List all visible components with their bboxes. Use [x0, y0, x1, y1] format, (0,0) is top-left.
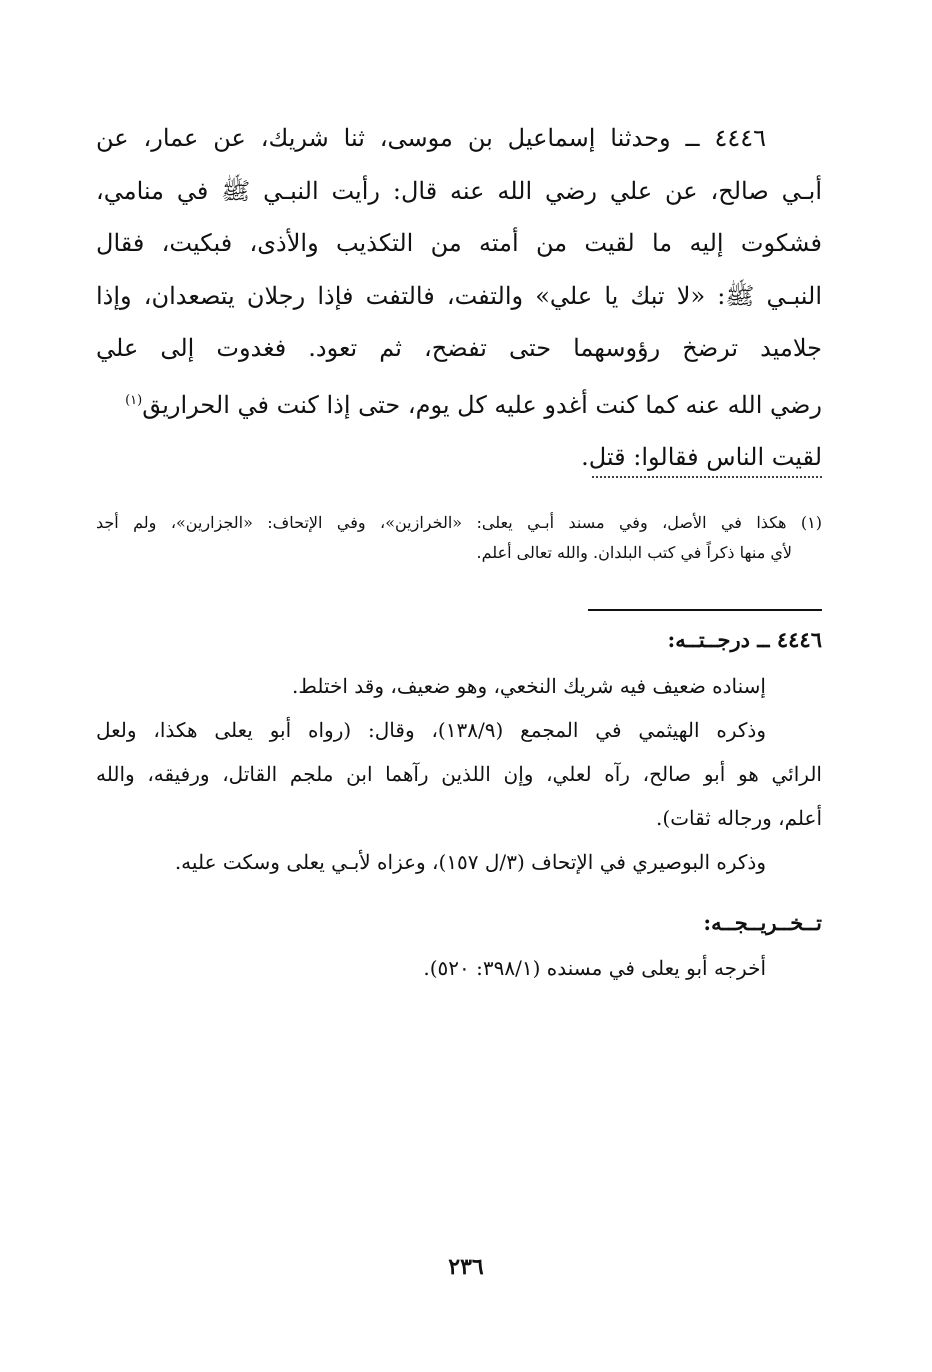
grading-line-3: الرائي هو أبو صالح، رآه لعلي، وإن اللذين رآهما ابن ملجم القاتل، ورفيقه، والله: [96, 762, 822, 786]
grading-text: [96, 664, 822, 884]
takhrij-heading: تــخــريــجــه:: [703, 910, 822, 935]
footnote-line-1: (١) هكذا في الأصل، وفي مسند أبـي يعلى: «الخرازين»، وفي الإتحاف: «الجزارين»، ولم أجد: [96, 513, 822, 532]
grading-line-4: أعلم، ورجاله ثقات).: [656, 806, 822, 830]
hadith-line-2: أبـي صالح، عن علي رضي الله عنه قال: رأيت النبـي ﷺ في منامي،: [96, 176, 822, 205]
hadith-line-5: جلاميد ترضخ رؤوسهما حتى تفضح، ثم تعود. فغدوت إلى علي: [96, 334, 822, 362]
footnote-marker: (١): [125, 392, 143, 408]
footnote-line-2: لأي منها ذكراً في كتب البلدان. والله تعالى أعلم.: [476, 543, 792, 562]
grading-line-5: وذكره البوصيري في الإتحاف (٣/ل ١٥٧)، وعزاه لأبـي يعلى وسكت عليه.: [174, 850, 766, 874]
section-divider: [588, 609, 822, 611]
hadith-line-3: فشكوت إليه ما لقيت من أمته من التكذيب والأذى، فبكيت، فقال: [96, 229, 822, 257]
footnote-separator: [592, 476, 822, 478]
grading-line-2: وذكره الهيثمي في المجمع (١٣٨/٩)، وقال: (رواه أبو يعلى هكذا، ولعل: [96, 718, 766, 742]
hadith-text: [96, 112, 822, 484]
takhrij-line-1: أخرجه أبو يعلى في مسنده (٣٩٨/١: ٥٢٠).: [423, 956, 766, 980]
hadith-line-7: لقيت الناس فقالوا: قتل.: [581, 443, 822, 471]
hadith-line-6-text: رضي الله عنه كما كنت أغدو عليه كل يوم، حتى إذا كنت في الحراريق: [142, 390, 822, 419]
hadith-line-4: النبـي ﷺ: «لا تبك يا علي» والتفت، فالتفت فإذا رجلان يتصعدان، وإذا: [96, 281, 822, 310]
footnote: [96, 508, 822, 568]
hadith-line-1: ٤٤٤٦ ــ وحدثنا إسماعيل بن موسى، ثنا شريك، عن عمار، عن: [96, 124, 766, 152]
hadith-line-6: [96, 375, 822, 432]
grading-heading: ٤٤٤٦ ــ درجــتــه:: [667, 627, 822, 652]
takhrij-text: [96, 946, 822, 990]
grading-line-1: إسناده ضعيف فيه شريك النخعي، وهو ضعيف، وقد اختلط.: [292, 674, 766, 698]
page-number: ٢٣٦: [448, 1254, 484, 1280]
